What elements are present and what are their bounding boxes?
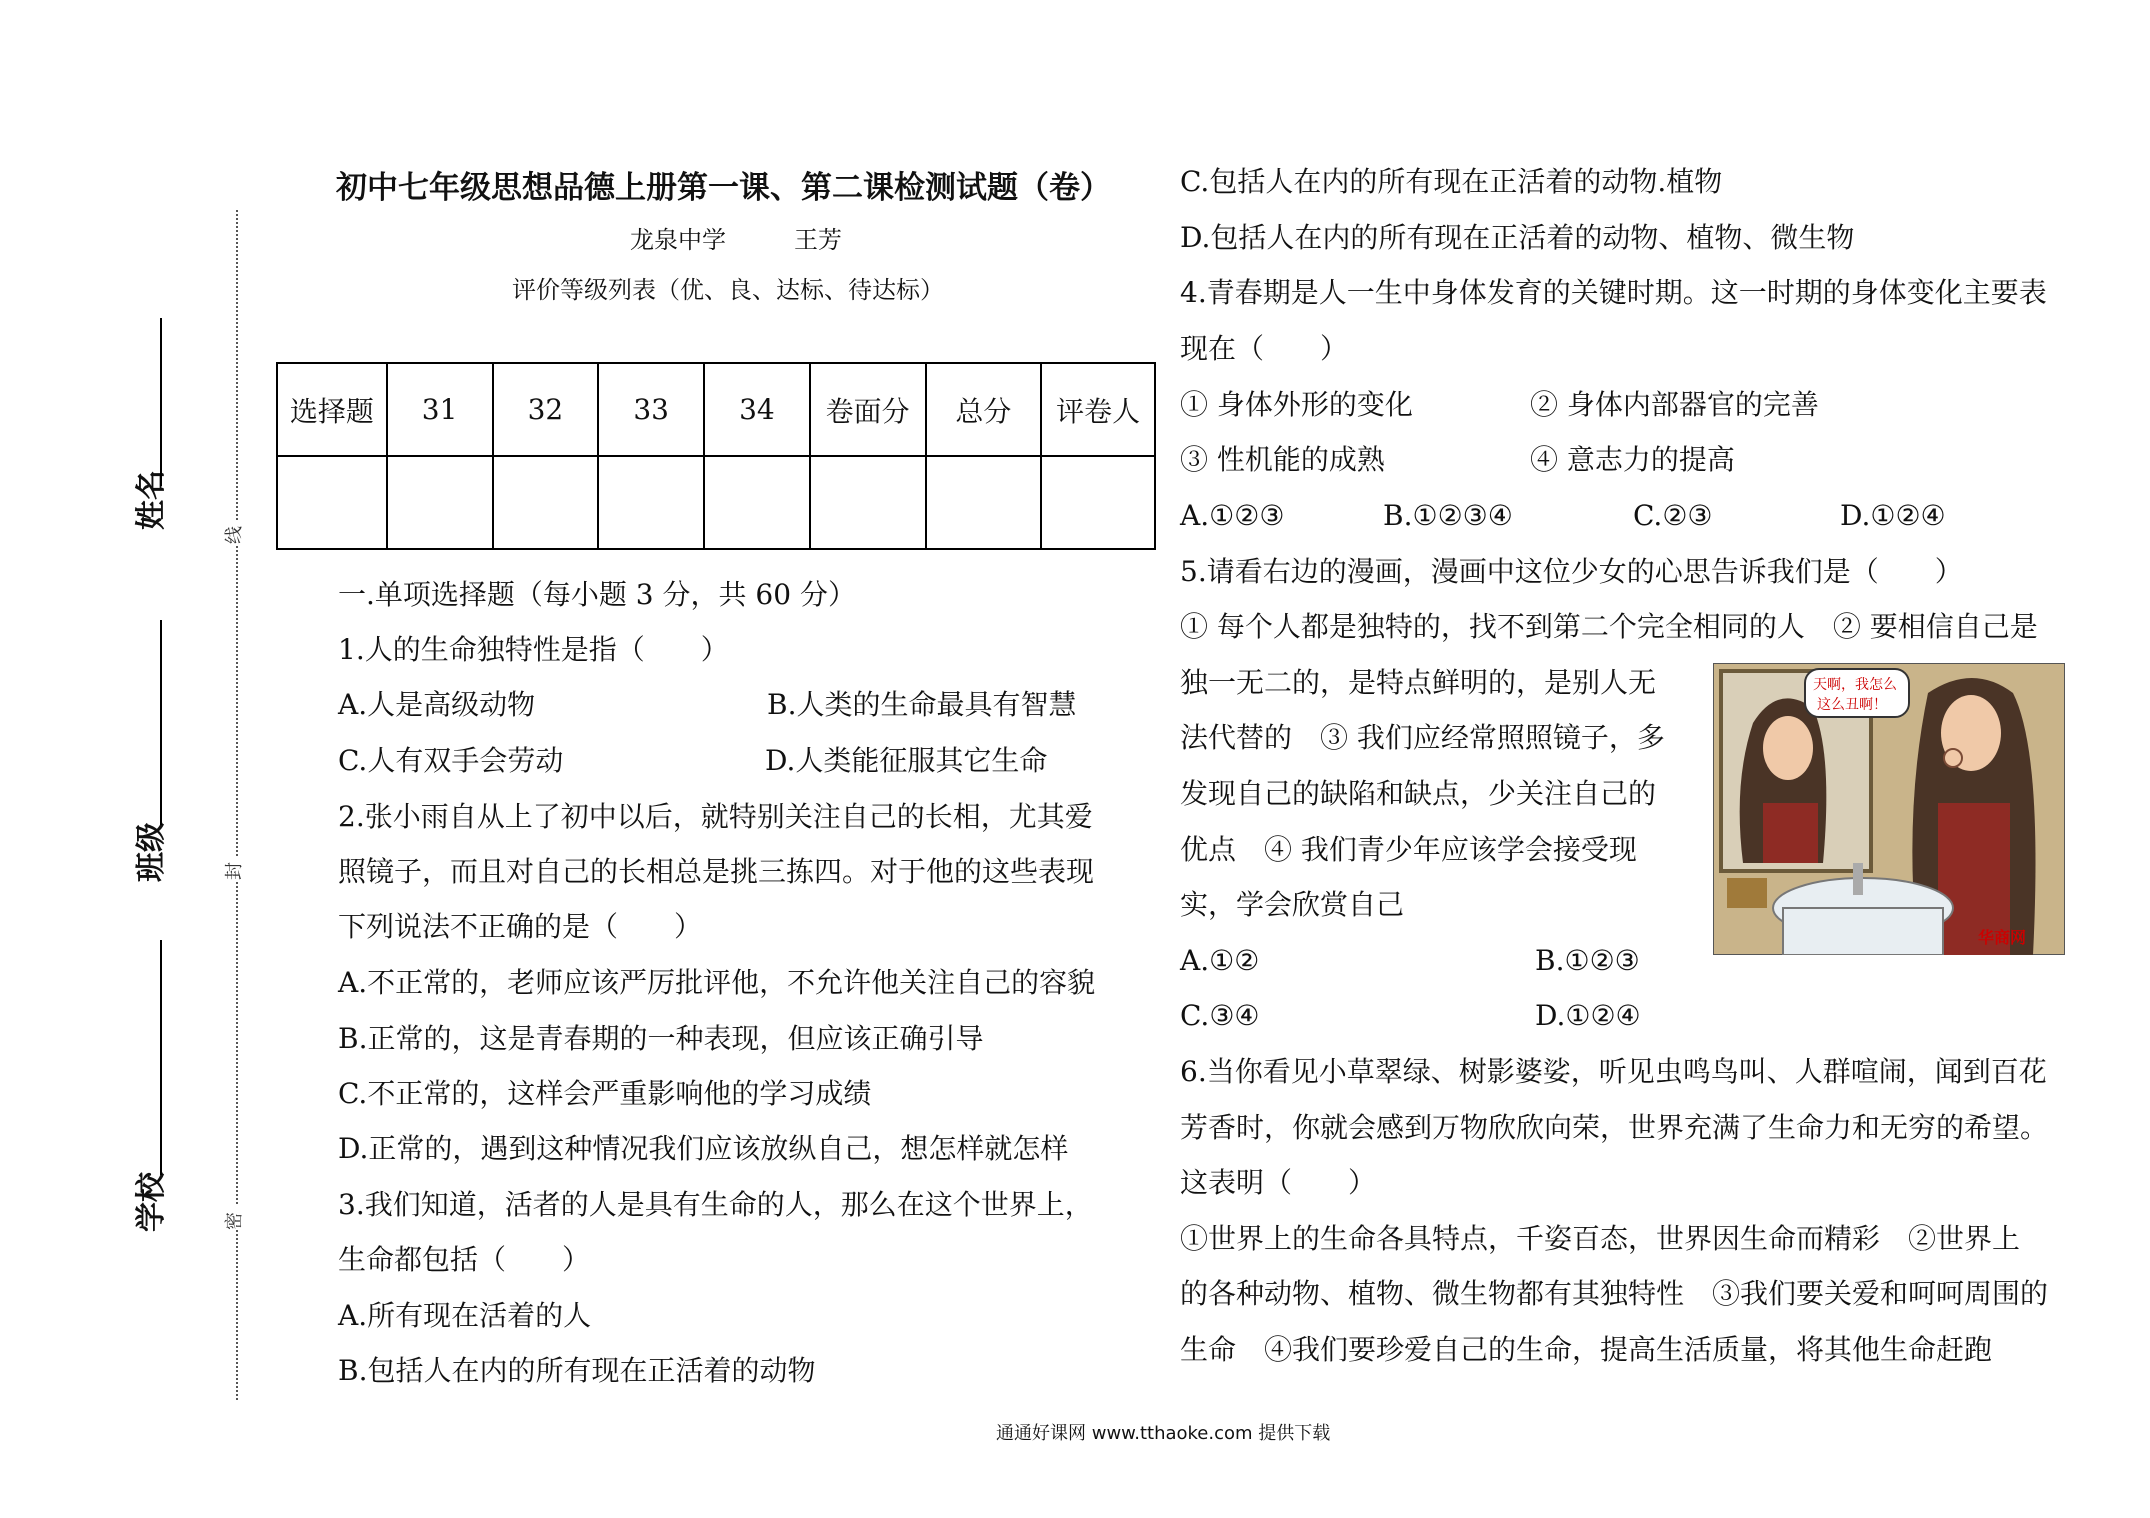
cut-secret-mark: 密 xyxy=(220,1206,244,1230)
score-header-33: 33 xyxy=(598,363,704,456)
q1-option-c: C.人有双手会劳动 xyxy=(338,744,564,777)
q3-option-d: D.包括人在内的所有现在正活着的动物、植物、微生物 xyxy=(1180,221,1855,254)
q2-option-a: A.不正常的，老师应该严厉批评他，不允许他关注自己的容貌 xyxy=(338,966,1096,999)
q5-text-line1: ① 每个人都是独特的，找不到第二个完全相同的人 ② 要相信自己是 xyxy=(1180,610,2038,643)
school-name: 龙泉中学 xyxy=(630,226,726,254)
teacher-name: 王芳 xyxy=(794,226,842,254)
q2-option-b: B.正常的，这是青春期的一种表现，但应该正确引导 xyxy=(338,1022,984,1055)
q3-option-b: B.包括人在内的所有现在正活着的动物 xyxy=(338,1354,816,1387)
q2-option-c: C.不正常的，这样会严重影响他的学习成绩 xyxy=(338,1077,872,1110)
q5-text-line2: 独一无二的，是特点鲜明的，是别人无 xyxy=(1180,666,1657,699)
q4-option-d: D.①②④ xyxy=(1840,499,1946,532)
q4-item-4: ④ 意志力的提高 xyxy=(1530,443,1735,476)
score-cell[interactable] xyxy=(387,456,493,549)
q2-stem-line2: 照镜子，而且对自己的长相总是挑三拣四。对于他的这些表现 xyxy=(338,855,1095,888)
q6-stem-line1: 6.当你看见小草翠绿、树影婆娑，听见虫鸣鸟叫、人群喧闹，闻到百花 xyxy=(1180,1055,2047,1088)
score-header-31: 31 xyxy=(387,363,493,456)
q1-option-d: D.人类能征服其它生命 xyxy=(765,744,1048,777)
q6-text-line2: 的各种动物、植物、微生物都有其独特性 ③我们要关爱和呵呵周围的 xyxy=(1180,1277,2049,1310)
name-write-line xyxy=(160,318,162,486)
school-label: 学校 xyxy=(134,1172,169,1232)
q4-item-2: ② 身体内部器官的完善 xyxy=(1530,388,1819,421)
q3-option-a: A.所有现在活着的人 xyxy=(338,1299,592,1332)
q3-stem-line2: 生命都包括（ ） xyxy=(338,1243,591,1276)
q4-option-c: C.②③ xyxy=(1633,499,1713,532)
class-write-line xyxy=(160,620,162,825)
q6-stem-line2: 芳香时，你就会感到万物欣欣向荣，世界充满了生命力和无穷的希望。 xyxy=(1180,1111,2049,1144)
score-cell[interactable] xyxy=(1041,456,1155,549)
score-cell[interactable] xyxy=(493,456,599,549)
q1-option-a: A.人是高级动物 xyxy=(338,688,536,721)
q6-text-line1: ①世界上的生命各具特点，千姿百态，世界因生命而精彩 ②世界上 xyxy=(1180,1222,2021,1255)
q2-option-d: D.正常的，遇到这种情况我们应该放纵自己，想怎样就怎样 xyxy=(338,1132,1069,1165)
speech-line1: 天啊，我怎么 xyxy=(1813,677,1897,693)
q5-stem: 5.请看右边的漫画，漫画中这位少女的心思告诉我们是（ ） xyxy=(1180,555,1963,588)
q4-option-a: A.①②③ xyxy=(1180,499,1285,532)
q5-option-a: A.①② xyxy=(1180,944,1260,977)
q5-option-b: B.①②③ xyxy=(1535,944,1640,977)
score-header-neatness: 卷面分 xyxy=(810,363,926,456)
cut-seal-mark: 封 xyxy=(220,856,244,880)
q4-option-b: B.①②③④ xyxy=(1383,499,1513,532)
q6-stem-line3: 这表明（ ） xyxy=(1180,1166,1377,1199)
cartoon-girl-mirror-illustration xyxy=(1713,663,2065,955)
school-write-line xyxy=(160,940,162,1175)
q4-stem-line2: 现在（ ） xyxy=(1180,332,1349,365)
grading-note: 评价等级列表（优、良、达标、待达标） xyxy=(512,276,944,304)
q4-item-3: ③ 性机能的成熟 xyxy=(1180,443,1385,476)
cartoon-watermark: 华商网 xyxy=(1978,928,2027,947)
class-label: 班级 xyxy=(134,822,169,882)
score-header-34: 34 xyxy=(704,363,810,456)
q4-stem-line1: 4.青春期是人一生中身体发育的关键时期。这一时期的身体变化主要表 xyxy=(1180,276,2047,309)
name-label: 姓名 xyxy=(134,470,169,530)
score-cell[interactable] xyxy=(926,456,1042,549)
q4-item-1: ① 身体外形的变化 xyxy=(1180,388,1413,421)
q3-stem-line1: 3.我们知道，活者的人是具有生命的人，那么在这个世界上， xyxy=(338,1188,1093,1221)
score-header-grader: 评卷人 xyxy=(1041,363,1155,456)
page-title: 初中七年级思想品德上册第一课、第二课检测试题（卷） xyxy=(336,170,1111,206)
score-header-32: 32 xyxy=(493,363,599,456)
q5-text-line4: 发现自己的缺陷和缺点，少关注自己的 xyxy=(1180,777,1657,810)
cut-line-mark: 线 xyxy=(220,520,244,544)
score-cell[interactable] xyxy=(598,456,704,549)
q6-text-line3: 生命 ④我们要珍爱自己的生命，提高生活质量，将其他生命赶跑 xyxy=(1180,1333,1993,1366)
q1-stem: 1.人的生命独特性是指（ ） xyxy=(338,633,729,666)
q5-option-c: C.③④ xyxy=(1180,999,1260,1032)
footer-credit: 通通好课网 www.tthaoke.com 提供下载 xyxy=(996,1423,1331,1444)
q3-option-c: C.包括人在内的所有现在正活着的动物.植物 xyxy=(1180,165,1723,198)
q2-stem-line1: 2.张小雨自从上了初中以后，就特别关注自己的长相，尤其爱 xyxy=(338,800,1093,833)
q5-text-line3: 法代替的 ③ 我们应经常照照镜子，多 xyxy=(1180,721,1665,754)
score-cell[interactable] xyxy=(277,456,387,549)
score-cell[interactable] xyxy=(810,456,926,549)
q5-option-d: D.①②④ xyxy=(1535,999,1641,1032)
q2-stem-line3: 下列说法不正确的是（ ） xyxy=(338,910,703,943)
speech-line2: 这么丑啊！ xyxy=(1817,697,1887,713)
score-header-total: 总分 xyxy=(926,363,1042,456)
q1-option-b: B.人类的生命最具有智慧 xyxy=(767,688,1077,721)
q5-text-line6: 实，学会欣赏自己 xyxy=(1180,888,1405,921)
section-heading: 一.单项选择题（每小题 3 分，共 60 分） xyxy=(338,578,856,611)
score-table xyxy=(276,362,1156,550)
score-cell[interactable] xyxy=(704,456,810,549)
q5-text-line5: 优点 ④ 我们青少年应该学会接受现 xyxy=(1180,833,1637,866)
score-header-choice: 选择题 xyxy=(277,363,387,456)
